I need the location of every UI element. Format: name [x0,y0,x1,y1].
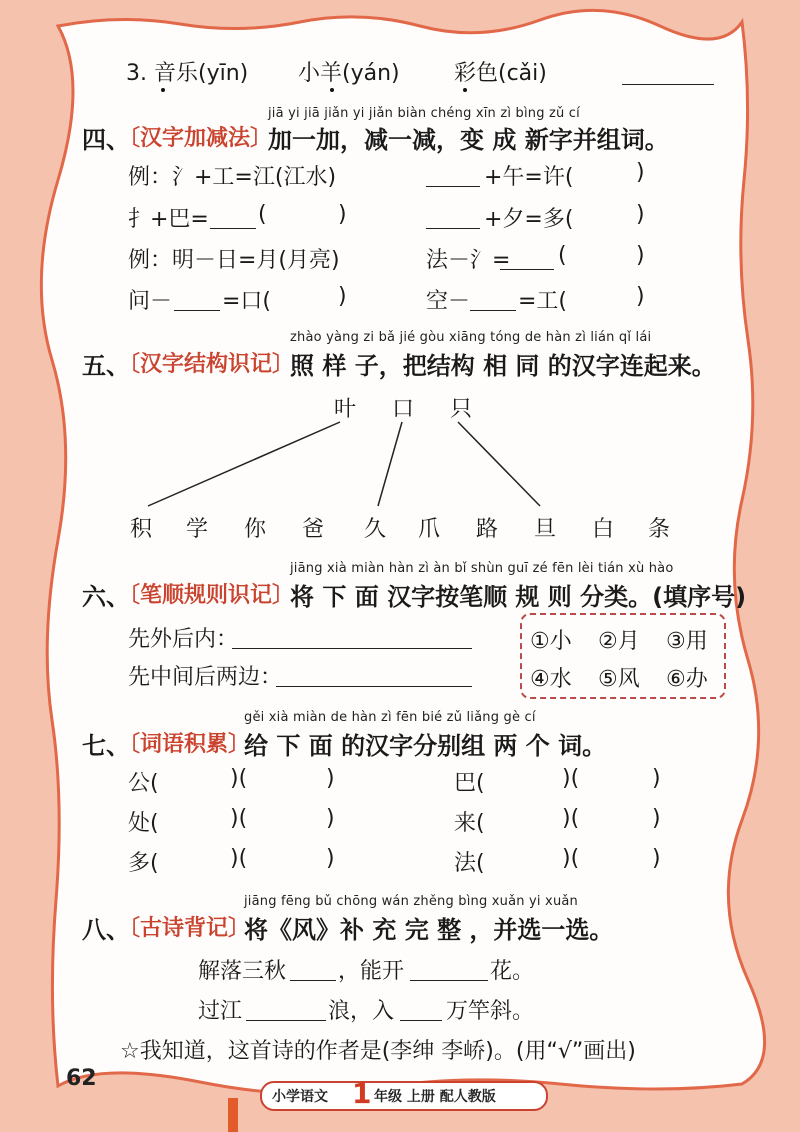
s5-title: 照 样 子，把结构 相 同 的汉字连起来。 [290,352,716,380]
poem-line-1a: 解落三秋 [198,959,287,984]
paren-close: ) [636,160,645,185]
option: ③用 [666,629,708,654]
footer-badge [260,1077,548,1111]
s6-pinyin: jiāng xià miàn hàn zì àn bǐ shùn guī zé fēn lèi tián xù hào [290,561,674,576]
paren-close: ) [326,806,335,831]
s6-title: 将 下 面 汉字按笔顺 规 则 分类。(填序号) [290,583,747,611]
s8-title: 将《风》补 充 完 整 ，并选一选。 [244,916,614,944]
paren-pair: )( [562,846,580,871]
paren-pair: )( [230,806,248,831]
bottom-char[interactable]: 路 [476,517,499,542]
s8-pinyin: jiāng fēng bǔ chōng wán zhěng bìng xuǎn yi xuǎn [244,894,578,909]
bottom-char[interactable]: 学 [186,517,209,542]
poem-line-2a: 过江 [198,999,243,1024]
s4-example-1: 例：氵+工=江(江水) [128,165,337,190]
paren-pair: )( [562,766,580,791]
option: ⑥办 [666,667,708,692]
page-number: 62 [66,1066,97,1091]
s5-tag: 〔汉字结构识记〕 [118,352,295,377]
paren-pair: )( [230,846,248,871]
q3-item-1: 3. 音乐(yīn) [126,61,249,86]
s7-number: 七、 [82,732,130,760]
s7-pinyin: gěi xià miàn de hàn zì fēn bié zǔ liǎng gè cí [244,710,536,725]
paren-close: ) [326,846,335,871]
poem-line-1b: ，能开 [338,959,405,984]
answer-blank[interactable] [246,1020,326,1021]
side-tab [228,1098,238,1132]
s6-label-2: 先中间后两边： [128,665,283,690]
answer-blank[interactable] [400,1020,442,1021]
s4-r4-left: 问－ [128,289,173,314]
top-char[interactable]: 口 [392,397,415,422]
bottom-char[interactable]: 旦 [534,517,557,542]
s6-number: 六、 [82,583,130,611]
s6-tag: 〔笔顺规则识记〕 [118,583,295,608]
paren-close: ) [652,766,661,791]
word-prompt: 多( [128,851,159,876]
s4-example-2: 例：明－日=月(月亮) [128,248,340,273]
paren-close: ) [338,202,347,227]
word-prompt: 公( [128,771,159,796]
s4-r4-right-b: =工( [518,289,568,314]
bottom-char[interactable]: 白 [592,517,615,542]
paren-open: ( [258,202,267,227]
author-question[interactable]: ☆我知道，这首诗的作者是(李绅 李峤)。(用“√”画出) [120,1039,636,1064]
paren-close: ) [652,846,661,871]
q3-item-3: 彩色(cǎi) [454,61,547,86]
bottom-char[interactable]: 积 [130,517,153,542]
s4-r4-left-b: =口( [222,289,272,314]
s4-r1-right: +午=许( [484,165,574,190]
s4-r2-left: 扌+巴= [128,207,209,232]
paren-close: ) [636,243,645,268]
s4-r3-right: 法－氵= [426,248,511,273]
answer-blank[interactable] [290,980,336,981]
s4-tag: 〔汉字加减法〕 [118,126,273,151]
word-prompt: 巴( [454,771,485,796]
word-prompt: 处( [128,811,159,836]
paren-close: ) [636,284,645,309]
s4-number: 四、 [82,126,130,154]
answer-blank[interactable] [276,686,472,687]
q3-item-2: 小羊(yán) [298,61,400,86]
answer-blank[interactable] [410,980,488,981]
top-char[interactable]: 叶 [334,397,357,422]
bottom-char[interactable]: 爸 [302,517,325,542]
s4-pinyin: jiā yi jiā jiǎn yi jiǎn biàn chéng xīn zì bìng zǔ cí [268,106,580,121]
bottom-char[interactable]: 你 [244,517,267,542]
option: ④水 [530,667,572,692]
word-prompt: 来( [454,811,485,836]
s8-tag: 〔古诗背记〕 [118,916,251,941]
answer-blank[interactable] [232,648,472,649]
paren-open: ( [558,243,567,268]
top-char[interactable]: 只 [450,397,473,422]
s4-r2-right: +夕=多( [484,207,574,232]
connection-lines [0,0,800,560]
s7-title: 给 下 面 的汉字分别组 两 个 词。 [244,732,607,760]
footer-grade-number: 1 [352,1077,372,1110]
option: ⑤风 [598,667,640,692]
option: ①小 [530,629,572,654]
bottom-char[interactable]: 条 [648,517,671,542]
footer-edition: 年级 上册 配人教版 [374,1089,496,1105]
poem-line-1c: 花。 [490,959,535,984]
s4-r4-right: 空－ [426,289,471,314]
option: ②月 [598,629,640,654]
paren-close: ) [652,806,661,831]
paren-close: ) [338,284,347,309]
paren-pair: )( [562,806,580,831]
s6-label-1: 先外后内： [128,627,239,652]
s5-number: 五、 [82,352,130,380]
bottom-char[interactable]: 爪 [418,517,441,542]
footer-subject: 小学语文 [272,1089,328,1105]
word-prompt: 法( [454,851,485,876]
paren-close: ) [326,766,335,791]
poem-line-2c: 万竿斜。 [446,999,535,1024]
paren-close: ) [636,202,645,227]
s5-pinyin: zhào yàng zi bǎ jié gòu xiāng tóng de hàn zì lián qǐ lái [290,330,652,345]
bottom-char[interactable]: 久 [364,517,387,542]
poem-line-2b: 浪，入 [328,999,395,1024]
s8-number: 八、 [82,916,130,944]
s4-title: 加一加，减一减，变 成 新字并组词。 [268,126,669,154]
s7-tag: 〔词语积累〕 [118,732,251,757]
paren-pair: )( [230,766,248,791]
